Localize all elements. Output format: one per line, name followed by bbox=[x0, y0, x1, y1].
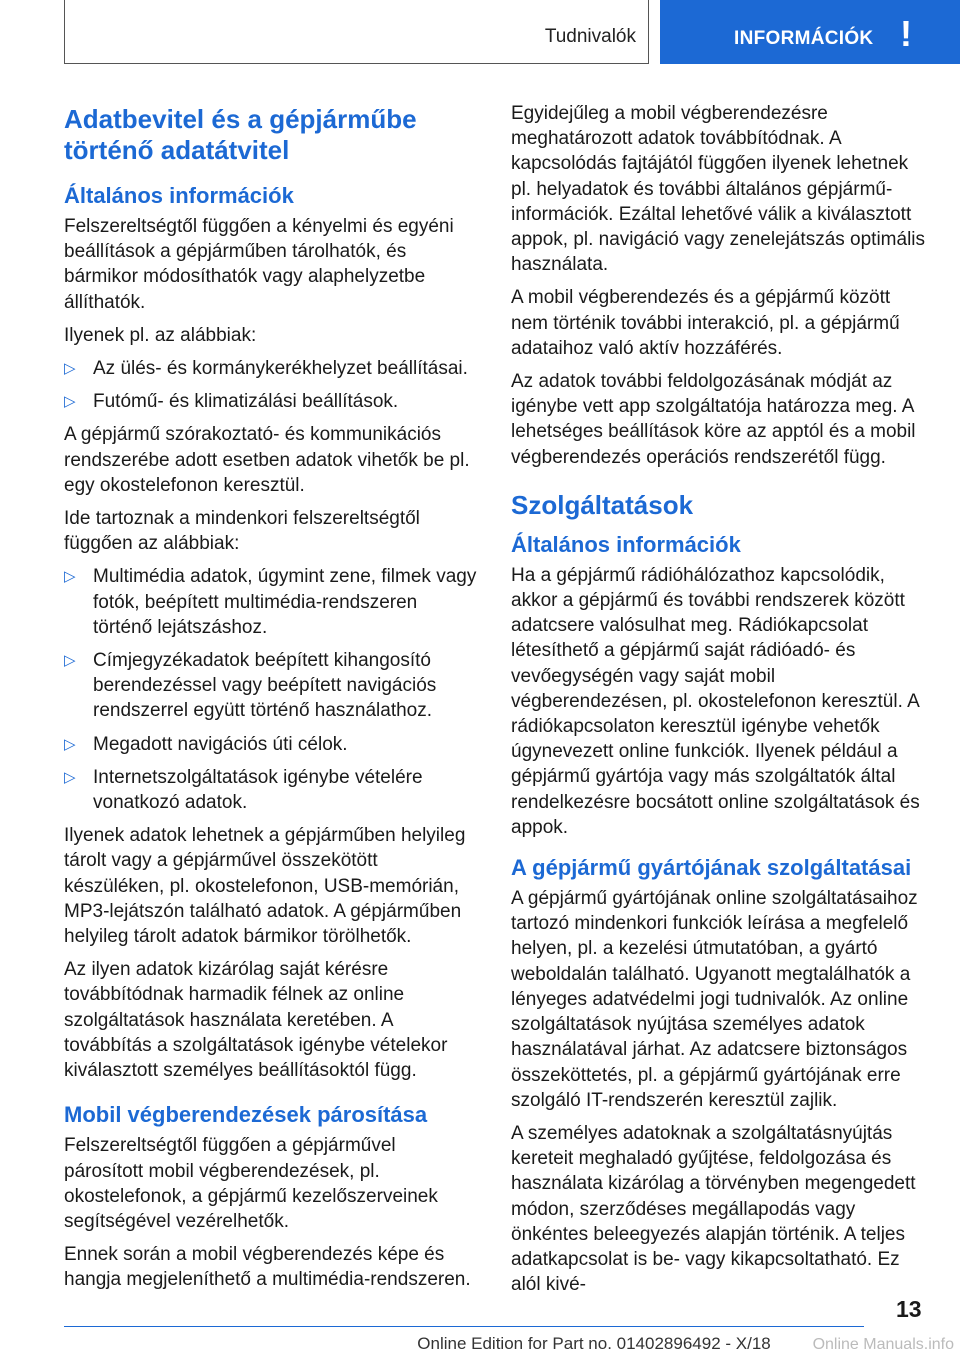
heading-maker-services: A gépjármű gyártójának szolgáltatásai bbox=[511, 855, 912, 881]
paragraph: Ilyenek pl. az alábbiak: bbox=[64, 324, 257, 346]
info-tab[interactable] bbox=[660, 0, 960, 64]
list-item: ▷ Futómű- és klimatizálási beállítások. bbox=[64, 389, 478, 414]
right-column bbox=[511, 101, 926, 1305]
exclamation-icon: ! bbox=[900, 13, 912, 54]
list-item: ▷ Megadott navigációs úti célok. bbox=[64, 732, 478, 757]
paragraph: A mobil végberendezés és a gépjármű között nem történik további interakció, pl. a gépjármű adataihoz való aktív hozzáférés. bbox=[511, 287, 900, 359]
paragraph: Ilyenek adatok lehetnek a gépjárműben helyileg tárolt vagy a gépjárművel összekötött készüléken, pl. okostelefonon, USB-memórián, MP3-lejátszón található adatok. A gépjárműben helyileg tárolt adatok bármikor törölhetők. bbox=[64, 825, 466, 948]
section-title: Tudnivalók bbox=[544, 26, 636, 47]
bullet-list bbox=[64, 356, 478, 414]
paragraph: Az adatok további feldolgozásának módját az igénybe vett app szolgáltatója határozza meg. A lehetséges beállítások köre az apptól és a mobil végberendezés operációs rendszerétől függ. bbox=[511, 371, 916, 468]
page-number: 13 bbox=[896, 1296, 922, 1322]
bullet-list bbox=[64, 564, 478, 815]
paragraph: Felszereltségtől függően a gépjárművel párosított mobil végberendezések, pl. okostelefonok, a gépjármű kezelőszerveinek segítségével vezérelhetők. bbox=[64, 1135, 438, 1232]
paragraph: Az ilyen adatok kizárólag saját kérésre továbbítódnak harmadik félnek az online szolgáltatások használata keretében. A továbbítás a szolgáltatások igénybe vételekor kiválasztott személyes beállításoktól függ. bbox=[64, 959, 448, 1082]
footer-edition: Online Edition for Part no. 01402896492 - X/18 bbox=[417, 1334, 771, 1353]
paragraph: A gépjármű szórakoztató- és kommunikációs rendszerébe adott esetben adatok vihetők be pl. egy okostelefonon keresztül. bbox=[64, 424, 470, 496]
info-tab-label: INFORMÁCIÓK bbox=[734, 28, 874, 49]
footer-divider bbox=[64, 1326, 864, 1327]
heading-general-info: Általános információk bbox=[64, 183, 294, 208]
triangle-bullet-icon: ▷ bbox=[64, 652, 76, 670]
list-item: ▷ Címjegyzékadatok beépített kihangosító berendezéssel vagy beépített navigációs rendszerrel együtt történő használathoz. bbox=[64, 650, 437, 722]
left-column bbox=[64, 100, 478, 1301]
heading-general-info: Általános információk bbox=[511, 531, 741, 557]
watermark: Online Manuals.info bbox=[812, 1336, 954, 1353]
triangle-bullet-icon: ▷ bbox=[64, 360, 76, 378]
paragraph: Ha a gépjármű rádióhálózathoz kapcsolódik, akkor a gépjármű és további rendszerek között adatcsere valósulhat meg. Rádiókapcsolat létesíthető a gépjármű saját rádióadó- és vevőegységén vagy saját mobil végberendezésen, pl. okostelefonon keresztül. A rádiókapcsolaton keresztül igénybe vehetők úgynevezett online funkciók. Ilyenek például a gépjármű gyártója vagy más szolgáltatók által rendelkezésre bocsátott online szolgáltatások és appok. bbox=[511, 564, 920, 838]
paragraph: A személyes adatoknak a szolgáltatásnyújtás kereteit meghaladó gyűjtése, feldolgozása és használata kizárólag a törvényben megengedett módon, szerződéses megállapodás vagy önkéntes beleegyezés alapján történik. A teljes adatkapcsolat is be- vagy kikapcsoltatható. Ez alól kivé- bbox=[511, 1122, 916, 1296]
list-item: ▷ Multimédia adatok, úgymint zene, filmek vagy fotók, beépített multimédia-rendszeren történő lejátszáshoz. bbox=[64, 566, 477, 638]
heading-mobile-pairing: Mobil végberendezések párosítása bbox=[64, 1102, 428, 1128]
triangle-bullet-icon: ▷ bbox=[64, 735, 76, 753]
paragraph: Ide tartoznak a mindenkori felszereltségtől függően az alábbiak: bbox=[64, 508, 420, 555]
triangle-bullet-icon: ▷ bbox=[64, 768, 76, 786]
list-item: ▷ Internetszolgáltatások igénybe vételére vonatkozó adatok. bbox=[64, 766, 423, 814]
paragraph: A gépjármű gyártójának online szolgáltatásaihoz tartozó mindenkori funkciók leírása a megfelelő helyen, pl. a kezelési útmutatóban, a gyártó weboldalán található. Ugyanott megtalálhatók a lényeges adatvédelmi jogi tudnivalók. Az online szolgáltatások nyújtása személyes adatok használatával járhat. Az adatcsere biztonságos összeköttetés, pl. a gépjármű gyártójának erre szolgáló IT-rendszerén keresztül zajlik. bbox=[511, 888, 918, 1111]
heading-data-input: Adatbevitel és a gépjárműbe történő adatátvitel bbox=[64, 104, 417, 165]
paragraph: Felszereltségtől függően a kényelmi és egyéni beállítások a gépjárműben tárolhatók, és bármikor módosíthatók vagy alaphelyzetbe állíthatók. bbox=[64, 216, 454, 313]
paragraph: Ennek során a mobil végberendezés képe és hangja megjeleníthető a multimédia-rendszeren. bbox=[64, 1244, 471, 1291]
paragraph: Egyidejűleg a mobil végberendezésre meghatározott adatok továbbítódnak. A kapcsolódás fajtájától függően ilyenek lehetnek pl. helyadatok és további általános gépjármű-információk. Ezáltal lehetővé válik a kiválasztott appok, pl. navigáció vagy zenelejátszás optimális használata. bbox=[511, 103, 926, 276]
triangle-bullet-icon: ▷ bbox=[64, 568, 76, 586]
heading-services: Szolgáltatások bbox=[511, 489, 694, 520]
list-item: ▷ Az ülés- és kormánykerékhelyzet beállításai. bbox=[64, 356, 478, 381]
triangle-bullet-icon: ▷ bbox=[64, 393, 76, 411]
